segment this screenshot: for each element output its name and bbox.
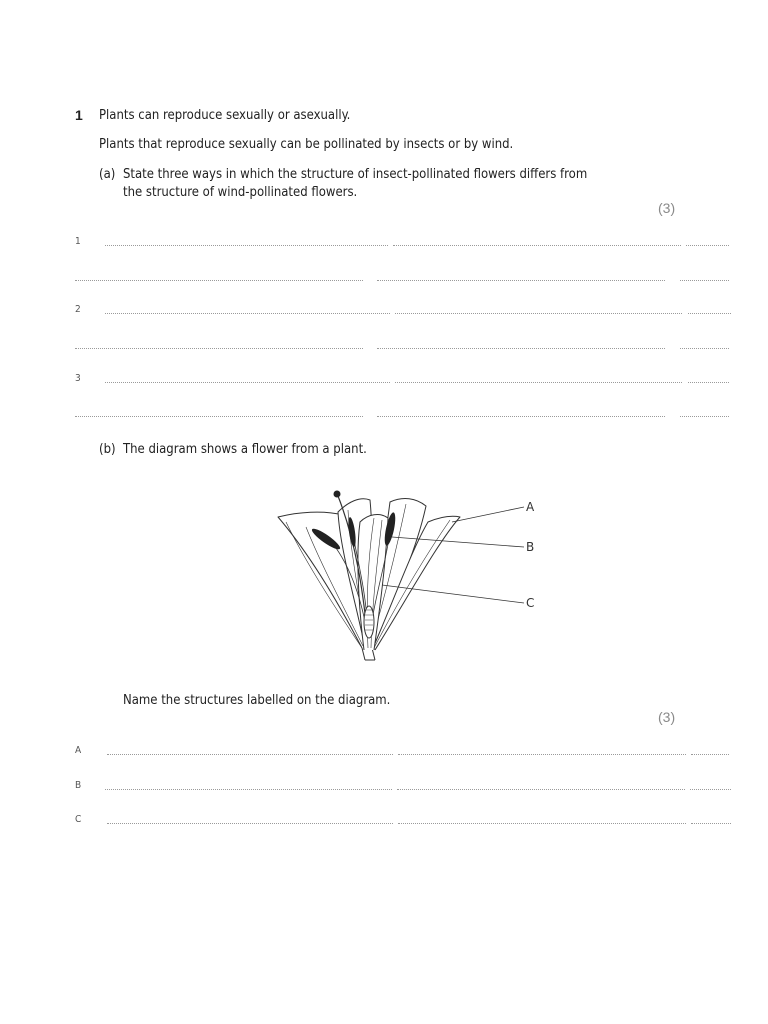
- answer-line-3e[interactable]: [377, 416, 665, 417]
- diagram-label-c: C: [526, 596, 535, 610]
- answer-line-a1[interactable]: [107, 754, 393, 755]
- answer-line-1b[interactable]: [393, 245, 681, 246]
- part-b-label: (b): [99, 442, 116, 457]
- answer-number-1: 1: [75, 236, 81, 247]
- answer-line-1c[interactable]: [686, 245, 729, 246]
- answer-line-2c[interactable]: [688, 313, 731, 314]
- answer-line-3f[interactable]: [680, 416, 729, 417]
- answer-line-1d[interactable]: [75, 280, 363, 281]
- answer-line-a3[interactable]: [691, 754, 729, 755]
- answer-line-3d[interactable]: [75, 416, 363, 417]
- part-b-instruction: Name the structures labelled on the diagram.: [123, 693, 391, 708]
- answer-line-c1[interactable]: [107, 823, 393, 824]
- answer-line-3c[interactable]: [688, 382, 729, 383]
- answer-line-3b[interactable]: [395, 382, 682, 383]
- answer-line-2f[interactable]: [680, 348, 729, 349]
- answer-line-1a[interactable]: [105, 245, 388, 246]
- question-intro-1: Plants can reproduce sexually or asexually.: [99, 108, 351, 123]
- answer-line-2a[interactable]: [105, 313, 390, 314]
- answer-line-2e[interactable]: [377, 348, 665, 349]
- answer-line-b2[interactable]: [397, 789, 685, 790]
- part-b-marks: (3): [658, 709, 676, 725]
- part-a-marks: (3): [658, 200, 676, 216]
- answer-line-c2[interactable]: [398, 823, 686, 824]
- diagram-label-b: B: [526, 540, 535, 554]
- answer-letter-b: B: [75, 780, 82, 791]
- answer-line-2b[interactable]: [395, 313, 682, 314]
- answer-line-b1[interactable]: [105, 789, 392, 790]
- question-intro-2: Plants that reproduce sexually can be pollinated by insects or by wind.: [99, 137, 514, 152]
- part-b-text: The diagram shows a flower from a plant.: [123, 442, 367, 457]
- diagram-label-a: A: [526, 500, 535, 514]
- answer-line-3a[interactable]: [105, 382, 390, 383]
- answer-line-b3[interactable]: [690, 789, 731, 790]
- answer-letter-a: A: [75, 745, 82, 756]
- part-a-text-line-2: the structure of wind-pollinated flowers.: [123, 185, 358, 200]
- answer-line-a2[interactable]: [398, 754, 686, 755]
- question-number: 1: [75, 107, 83, 123]
- answer-line-2d[interactable]: [75, 348, 363, 349]
- answer-number-2: 2: [75, 304, 81, 315]
- answer-line-1e[interactable]: [377, 280, 665, 281]
- part-a-text-line-1: State three ways in which the structure of insect-pollinated flowers differs from: [123, 167, 588, 182]
- answer-number-3: 3: [75, 373, 81, 384]
- answer-line-1f[interactable]: [680, 280, 729, 281]
- part-a-label: (a): [99, 167, 116, 182]
- flower-diagram: [268, 482, 558, 668]
- answer-letter-c: C: [75, 814, 82, 825]
- answer-line-c3[interactable]: [691, 823, 731, 824]
